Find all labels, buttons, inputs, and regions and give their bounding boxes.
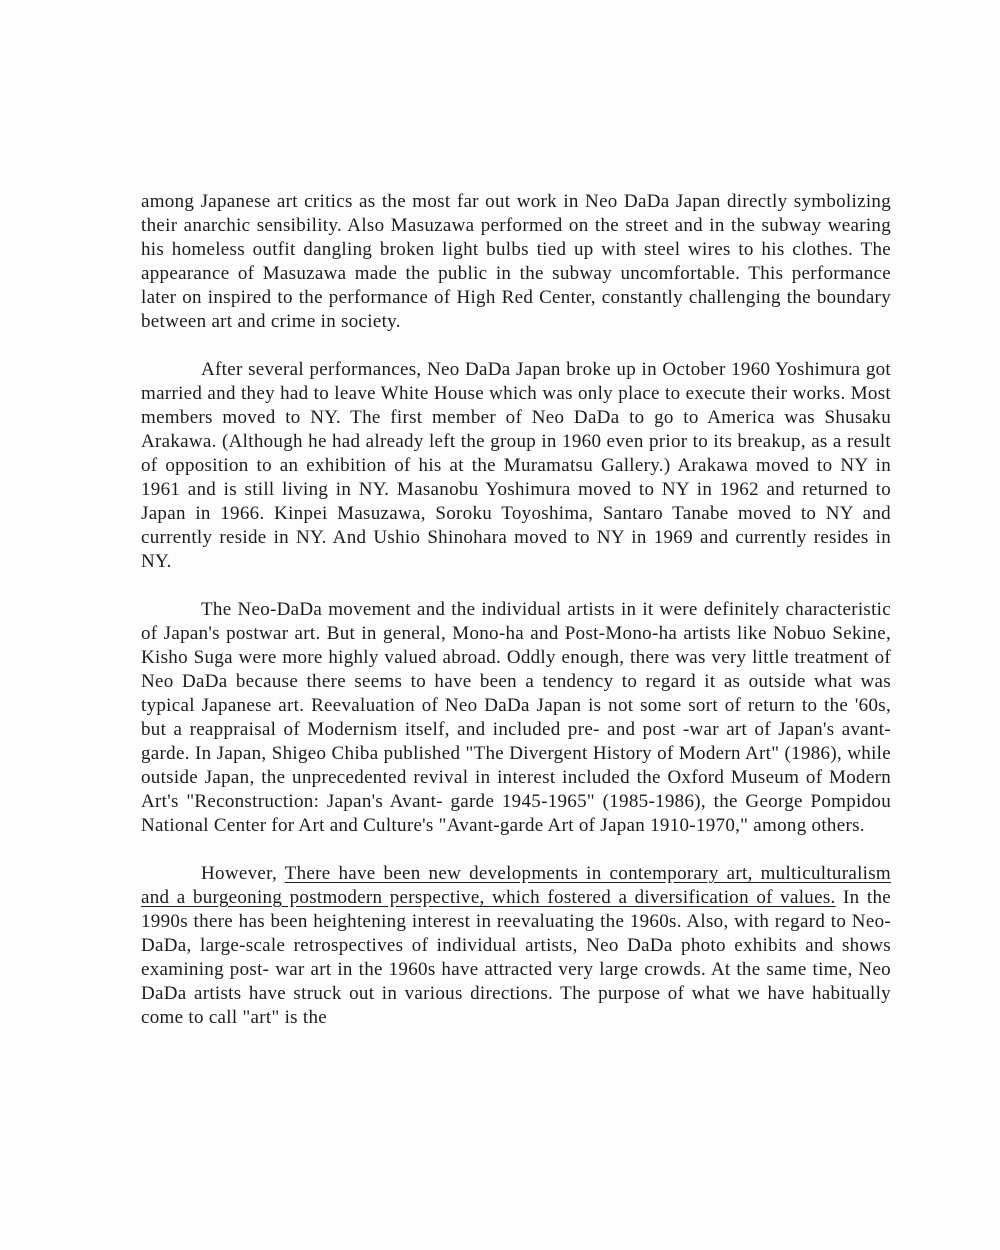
- paragraph-2: After several performances, Neo DaDa Japan broke up in October 1960 Yoshimura got married and they had to leave White House which was only place to execute their works. Most members moved to NY. The first member of Neo DaDa to go to America was Shusaku Arakawa. (Although he had already left the group in 1960 even prior to its breakup, as a result of opposition to an exhibition of his at the Muramatsu Gallery.) Arakawa moved to NY in 1961 and is still living in NY. Masanobu Yoshimura moved to NY in 1962 and returned to Japan in 1966. Kinpei Masuzawa, Soroku Toyoshima, Santaro Tanabe moved to NY and currently reside in NY. And Ushio Shinohara moved to NY in 1969 and currently resides in NY.: [141, 359, 891, 572]
- body-text: [141, 190, 891, 1030]
- paragraph-4-lead: However,: [201, 863, 285, 884]
- paragraph-4-rest: In the 1990s there has been heightening interest in reevaluating the 1960s. Also, with regard to Neo-DaDa, large-scale retrospectives of individual artists, Neo DaDa photo exhibits and shows examining post- war art in the 1960s have attracted very large crowds. At the same time, Neo DaDa artists have struck out in various directions. The purpose of what we have habitually come to call "art" is the: [141, 887, 892, 1028]
- underlined-sentence: There have been new developments in contemporary art, multiculturalism and a burgeoning postmodern perspective, which fostered a diversification of values.: [141, 863, 891, 908]
- paragraph-1: among Japanese art critics as the most far out work in Neo DaDa Japan directly symbolizing their anarchic sensibility. Also Masuzawa performed on the street and in the subway wearing his homeless outfit dangling broken light bulbs tied up with steel wires to his clothes. The appearance of Masuzawa made the public in the subway uncomfortable. This performance later on inspired to the performance of High Red Center, constantly challenging the boundary between art and crime in society.: [141, 191, 891, 332]
- paragraph-3: The Neo-DaDa movement and the individual artists in it were definitely characteristic of Japan's postwar art. But in general, Mono-ha and Post-Mono-ha artists like Nobuo Sekine, Kisho Suga were more highly valued abroad. Oddly enough, there was very little treatment of Neo DaDa because there seems to have been a tendency to regard it as outside what was typical Japanese art. Reevaluation of Neo DaDa Japan is not some sort of return to the '60s, but a reappraisal of Modernism itself, and included pre- and post -war art of Japan's avant-garde. In Japan, Shigeo Chiba published "The Divergent History of Modern Art" (1986), while outside Japan, the unprecedented revival in interest included the Oxford Museum of Modern Art's "Reconstruction: Japan's Avant- garde 1945-1965" (1985-1986), the George Pompidou National Center for Art and Culture's "Avant-garde Art of Japan 1910-1970," among others.: [141, 599, 891, 836]
- paragraph-4: [141, 862, 891, 1030]
